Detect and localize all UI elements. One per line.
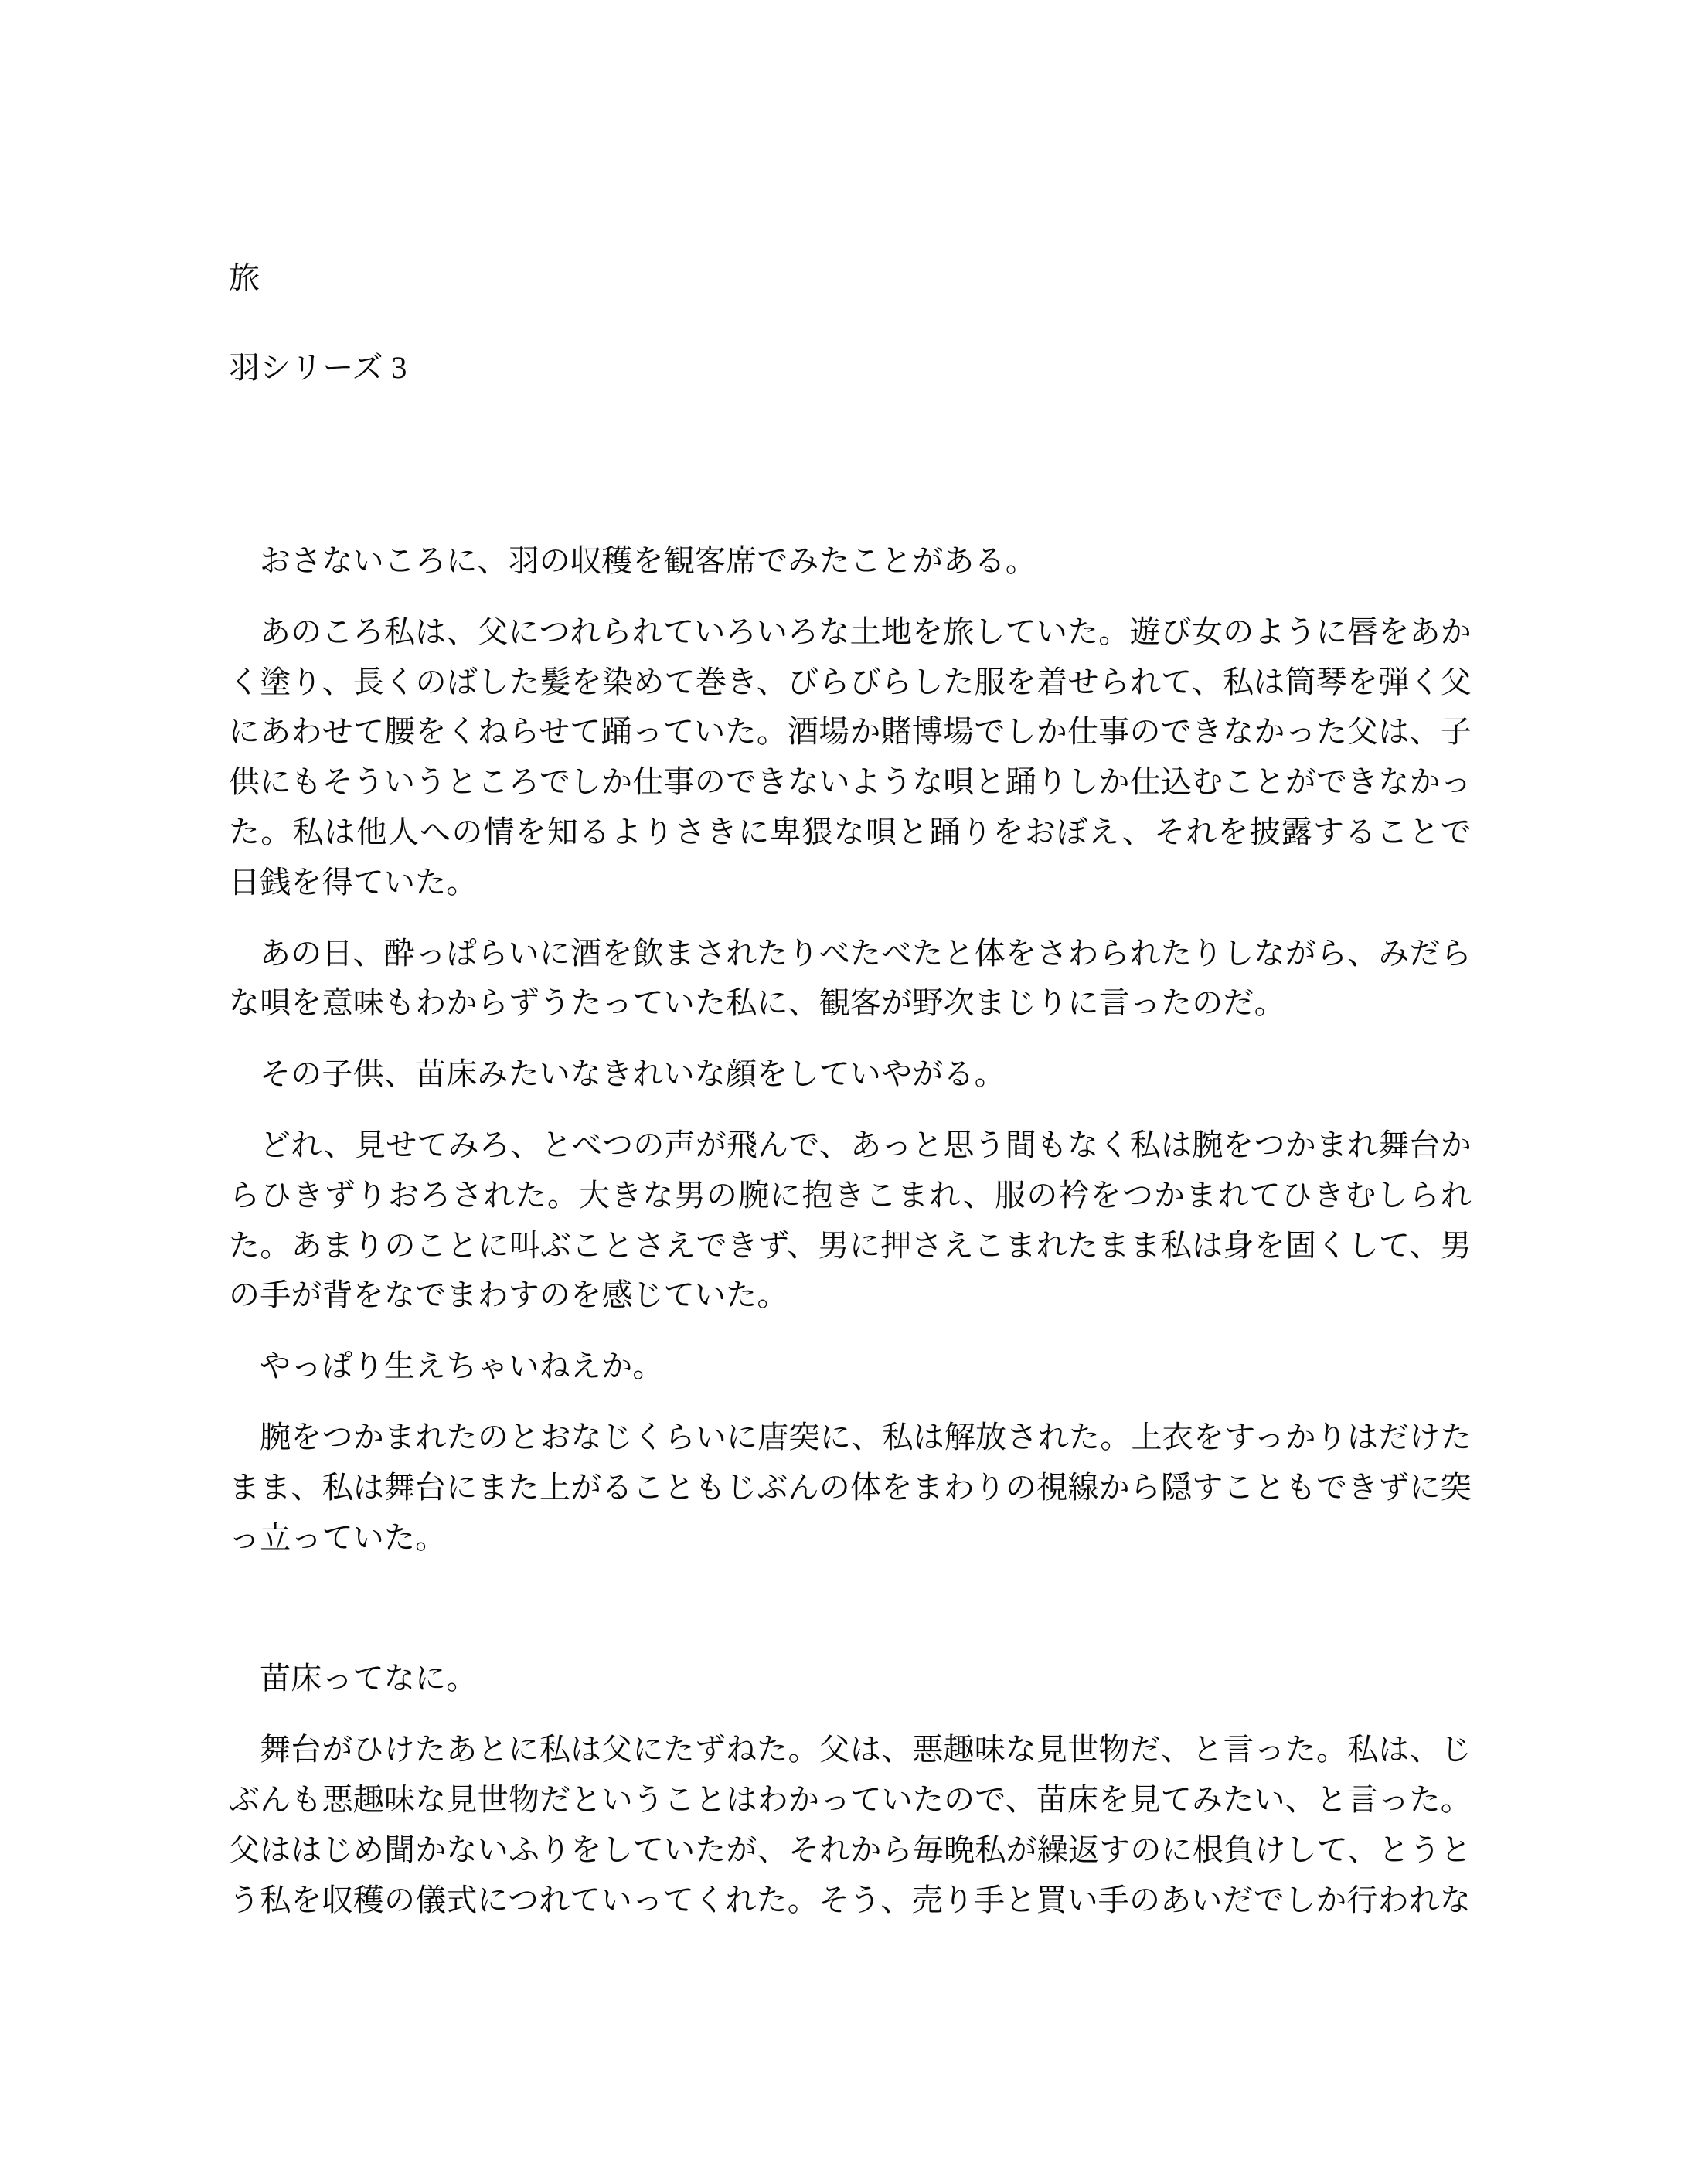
paragraph: 舞台がひけたあとに私は父にたずねた。父は、悪趣味な見世物だ、と言った。私は、じぶんも悪趣味な見世物だということはわかっていたので、苗床を見てみたい、と言った。父ははじめ聞かないふりをしていたが、それから毎晩私が繰返すのに根負けして、とうとう私を収穫の儀式につれていってくれた。そう、売り手と買い手のあいだでしか行われな: [229, 1732, 1472, 1917]
paragraph: やっぱり生えちゃいねえか。: [260, 1349, 664, 1384]
document-subtitle: 羽シリーズ 3: [229, 350, 407, 385]
paragraph: あのころ私は、父につれられていろいろな土地を旅していた。遊び女のように唇をあかく塗り、長くのばした髪を染めて巻き、びらびらした服を着せられて、私は筒琴を弾く父にあわせて腰をくねらせて踊っていた。酒場か賭博場でしか仕事のできなかった父は、子供にもそういうところでしか仕事のできないような唄と踊りしか仕込むことができなかった。私は他人への情を知るよりさきに卑猥な唄と踊りをおぼえ、それを披露することで日銭を得ていた。: [229, 614, 1472, 900]
paragraph: 腕をつかまれたのとおなじくらいに唐突に、私は解放された。上衣をすっかりはだけたまま、私は舞台にまた上がることもじぶんの体をまわりの視線から隠すこともできずに突っ立っていた。: [229, 1419, 1472, 1555]
paragraph: 苗床ってなに。: [260, 1661, 478, 1696]
paragraph: あの日、酔っぱらいに酒を飲まされたりべたべたと体をさわられたりしながら、みだらな唄を意味もわからずうたっていた私に、観客が野次まじりに言ったのだ。: [229, 935, 1472, 1021]
body-section-one: [229, 536, 1472, 1563]
body-section-two: [229, 1654, 1472, 1925]
paragraph: どれ、見せてみろ、とべつの声が飛んで、あっと思う間もなく私は腕をつかまれ舞台からひきずりおろされた。大きな男の腕に抱きこまれ、服の衿をつかまれてひきむしられた。あまりのことに叫ぶことさえできず、男に押さえこまれたまま私は身を固くして、男の手が背をなでまわすのを感じていた。: [229, 1127, 1472, 1313]
document-content: [229, 255, 1472, 1925]
paragraph: その子供、苗床みたいなきれいな顔をしていやがる。: [260, 1056, 1006, 1092]
page-title: 旅: [229, 260, 260, 295]
section-break: [229, 1563, 1472, 1654]
paragraph: おさないころに、羽の収穫を観客席でみたことがある。: [260, 543, 1036, 578]
